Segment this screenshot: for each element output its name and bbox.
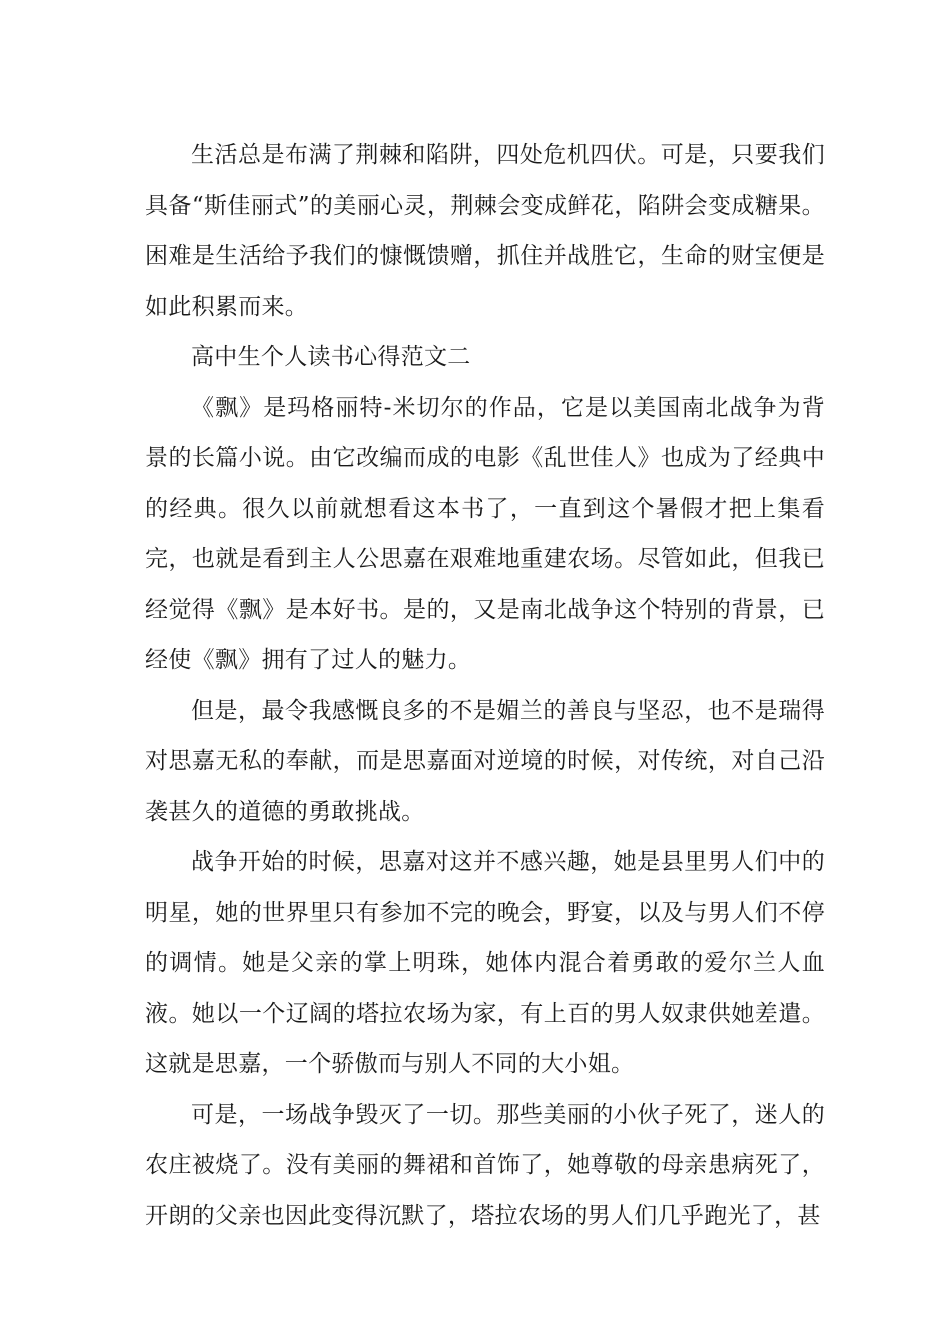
section-heading: 高中生个人读书心得范文二 [191,344,471,370]
paragraph-2: 《飘》是玛格丽特-米切尔的作品，它是以美国南北战争为背景的长篇小说。由它改编而成的电影《乱世佳人》也成为了经典中的经典。很久以前就想看这本书了，一直到这个暑假才把上集看完，也就是看到主人公思嘉在艰难地重建农场。尽管如此，但我已经觉得《飘》是本好书。是的，又是南北战争这个特别的背景，已经使《飘》拥有了过人的魅力。 [145,394,825,673]
paragraph-5: 可是，一场战争毁灭了一切。那些美丽的小伙子死了，迷人的农庄被烧了。没有美丽的舞裙和首饰了，她尊敬的母亲患病死了，开朗的父亲也因此变得沉默了，塔拉农场的男人们几乎跑光了，甚 [145,1101,825,1229]
paragraph-1: 生活总是布满了荆棘和陷阱，四处危机四伏。可是，只要我们具备“斯佳丽式”的美丽心灵，荆棘会变成鲜花，陷阱会变成糖果。困难是生活给予我们的慷慨馈赠，抓住并战胜它，生命的财宝便是如此积累而来。 [145,142,825,320]
document-page [145,130,825,1241]
paragraph-3: 但是，最令我感慨良多的不是媚兰的善良与坚忍，也不是瑞得对思嘉无私的奉献，而是思嘉面对逆境的时候，对传统，对自己沿袭甚久的道德的勇敢挑战。 [145,697,825,825]
paragraph-4: 战争开始的时候，思嘉对这并不感兴趣，她是县里男人们中的明星，她的世界里只有参加不完的晚会，野宴，以及与男人们不停的调情。她是父亲的掌上明珠，她体内混合着勇敢的爱尔兰人血液。她以一个辽阔的塔拉农场为家，有上百的男人奴隶供她差遣。这就是思嘉，一个骄傲而与别人不同的大小姐。 [145,849,825,1077]
